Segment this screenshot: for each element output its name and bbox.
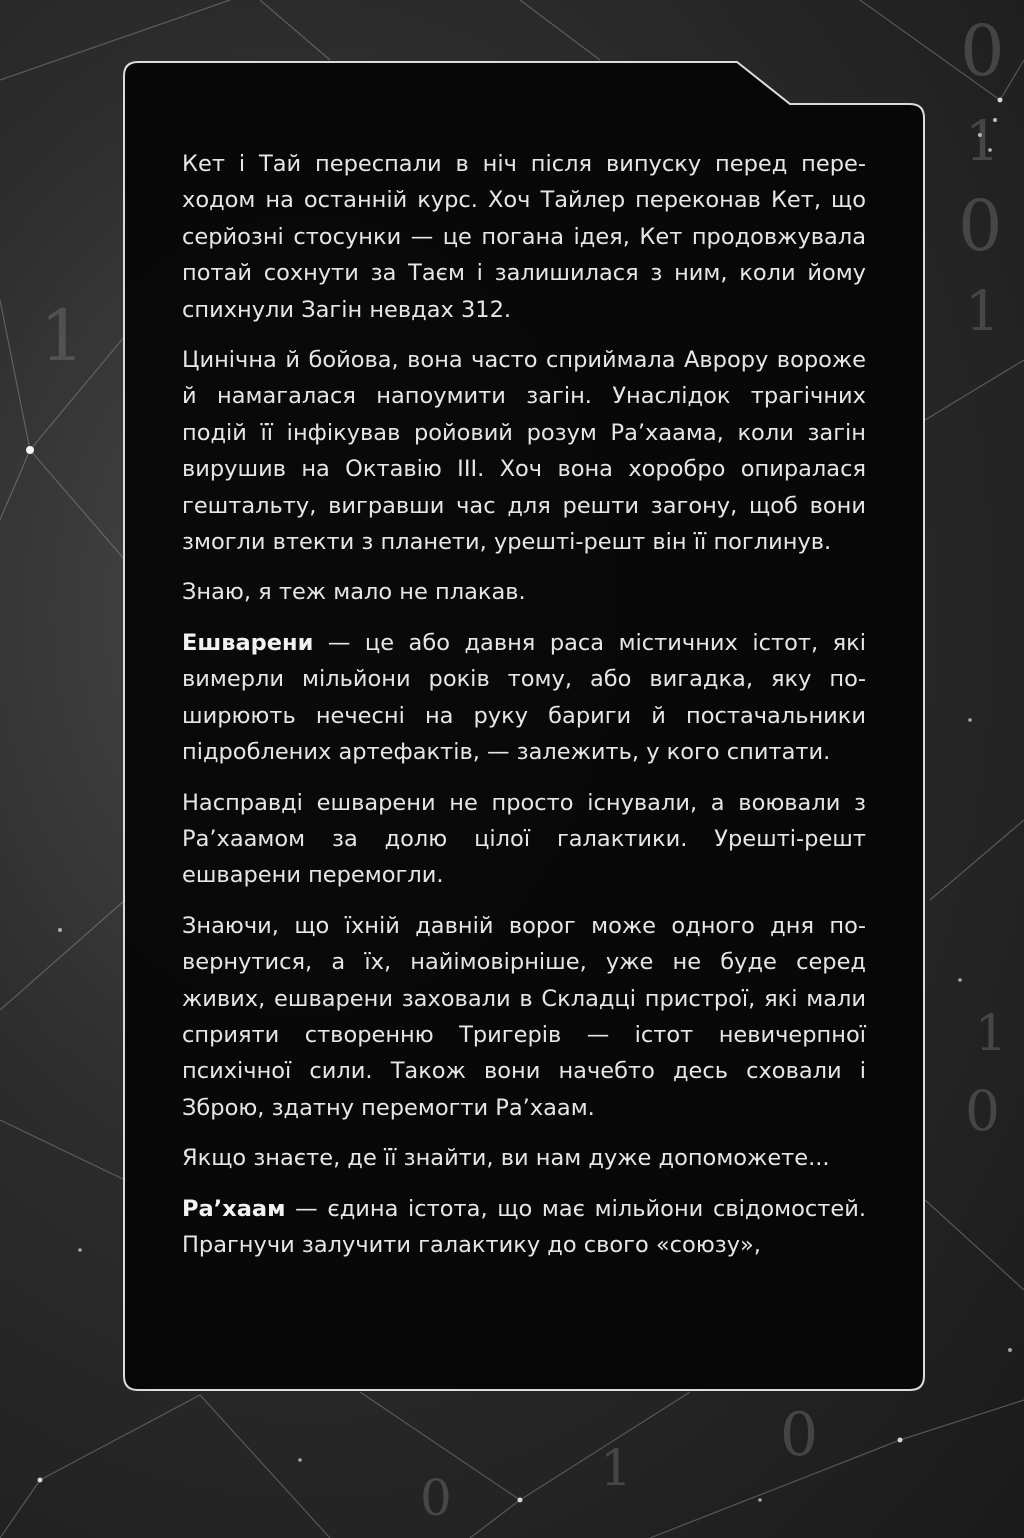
paragraph-eshvareny: Ешварени — це або давня раса містичних істот, які вимерли мільйони років тому, або вигадка, яку поширюють нечесні на руку бариги й постачальники підроблених артефактів, — залежить, у кого спитати. (182, 629, 866, 766)
background-digit: 0 (780, 1400, 819, 1470)
background-digit: 0 (960, 10, 1005, 92)
background-digit: 0 (965, 1079, 1000, 1143)
paragraph-kat-cynical: Цинічна й бойова, вона часто сприймала Аврору вороже й намагалася напоумити загін. Унаслідок трагічних подій її інфікував ройовий розум Ра’хаама, коли загін вирушив на Октавію ІІІ. Хоч вона хоробро опиралася гештальту, вигравши час для решти загону, щоб вони змогли втекти з планети, урешті-решт він її поглинув. (182, 347, 866, 556)
paragraph-triggers: Знаючи, що їхній давній ворог може одного дня повернутися, а їх, найімовірніше, уже не буде серед живих, ешварени заховали в Складці пристрої, які мали сприяти створенню Тригерів — істот невичерпної психічної сили. Також вони начебто десь сховали і Зброю, здатну перемогти Ра’хаам. (182, 912, 866, 1121)
background-digit: 0 (958, 185, 1003, 267)
paragraph-author-note: Знаю, я теж мало не плакав. (182, 579, 526, 606)
paragraph-rahaam: Ра’хаам — єдина істота, що має мільйони свідомостей. Прагнучи залучити галактику до свого «союзу», (182, 1195, 866, 1258)
background-digit: 1 (965, 109, 1000, 173)
term-eshvareny: Ешварени (182, 629, 314, 656)
paragraph-kat: Кет і Тай переспали в ніч після випуску перед переходом на останній курс. Хоч Тайлер переконав Кет, що серйозні стосунки — це погана ідея, Кет продовжувала потай сохнути за Таєм і залишилася з ним, коли йому спихнули Загін невдах 312. (182, 151, 866, 323)
paragraph-eshvareny-war: Насправді ешварени не просто існували, а воювали з Ра’хаамом за долю цілої галактики. Урешті-решт ешварени перемогли. (182, 789, 866, 889)
background-digit: 0 (420, 1469, 452, 1527)
background-digit: 1 (40, 295, 85, 377)
background-digit: 1 (600, 1439, 632, 1497)
background-digit: 1 (975, 1004, 1007, 1062)
term-rahaam: Ра’хаам (182, 1195, 286, 1222)
article-body (182, 146, 866, 1277)
background-digit: 1 (965, 279, 1000, 343)
paragraph-weapon-note: Якщо знаєте, де її знайти, ви нам дуже допоможете... (182, 1145, 830, 1172)
